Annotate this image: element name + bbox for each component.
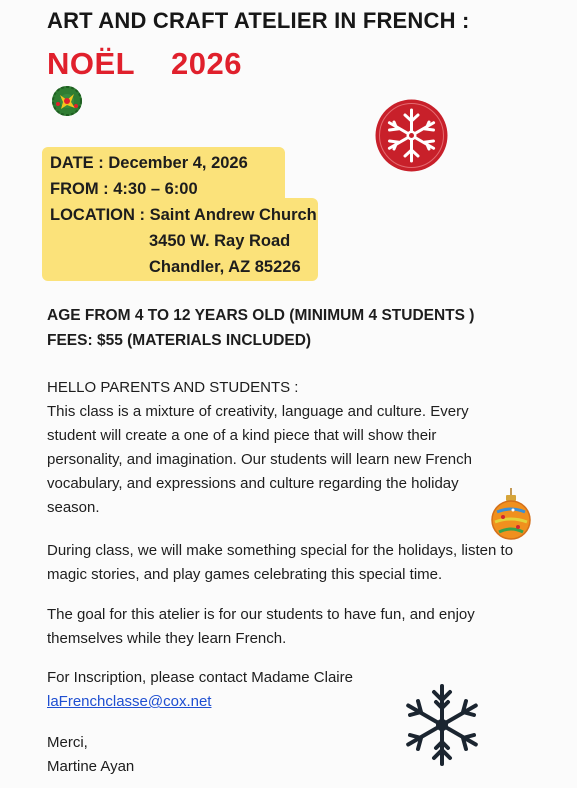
age-requirement: AGE FROM 4 TO 12 YEARS OLD (MINIMUM 4 STUDENTS )	[47, 307, 475, 324]
address-street: 3450 W. Ray Road	[149, 232, 291, 250]
red-snowflake-badge-icon	[374, 98, 449, 173]
closing: Merci,	[47, 734, 88, 751]
contact-text: For Inscription, please contact Madame Claire	[47, 669, 353, 686]
event-subtitle: NOËL 2026	[47, 46, 242, 81]
event-time: FROM : 4:30 – 6:00	[50, 180, 198, 198]
paragraph-intro: This class is a mixture of creativity, language and culture. Every student will create a one of a kind piece that will show their personality, and imagination. Our students will learn new French vocabulary, and expressions and culture regarding the holiday season.	[47, 403, 472, 516]
paragraph-activities: During class, we will make something special for the holidays, listen to magic stories, and play games celebrating this special time.	[47, 542, 514, 583]
christmas-ornament-icon	[489, 488, 533, 542]
greeting: HELLO PARENTS AND STUDENTS :	[47, 379, 299, 396]
christmas-wreath-icon	[50, 84, 84, 118]
email-link[interactable]: laFrenchclasse@cox.net	[47, 693, 212, 710]
signature-name: Martine Ayan	[47, 758, 135, 775]
page-title: ART AND CRAFT ATELIER IN FRENCH :	[47, 8, 470, 33]
dark-snowflake-icon	[403, 682, 481, 768]
address-city: Chandler, AZ 85226	[149, 258, 301, 276]
event-date: DATE : December 4, 2026	[50, 154, 248, 172]
event-location: LOCATION : Saint Andrew Church	[50, 206, 317, 224]
paragraph-goal: The goal for this atelier is for our students to have fun, and enjoy themselves while they learn French.	[47, 606, 475, 647]
fees: FEES: $55 (MATERIALS INCLUDED)	[47, 332, 312, 349]
